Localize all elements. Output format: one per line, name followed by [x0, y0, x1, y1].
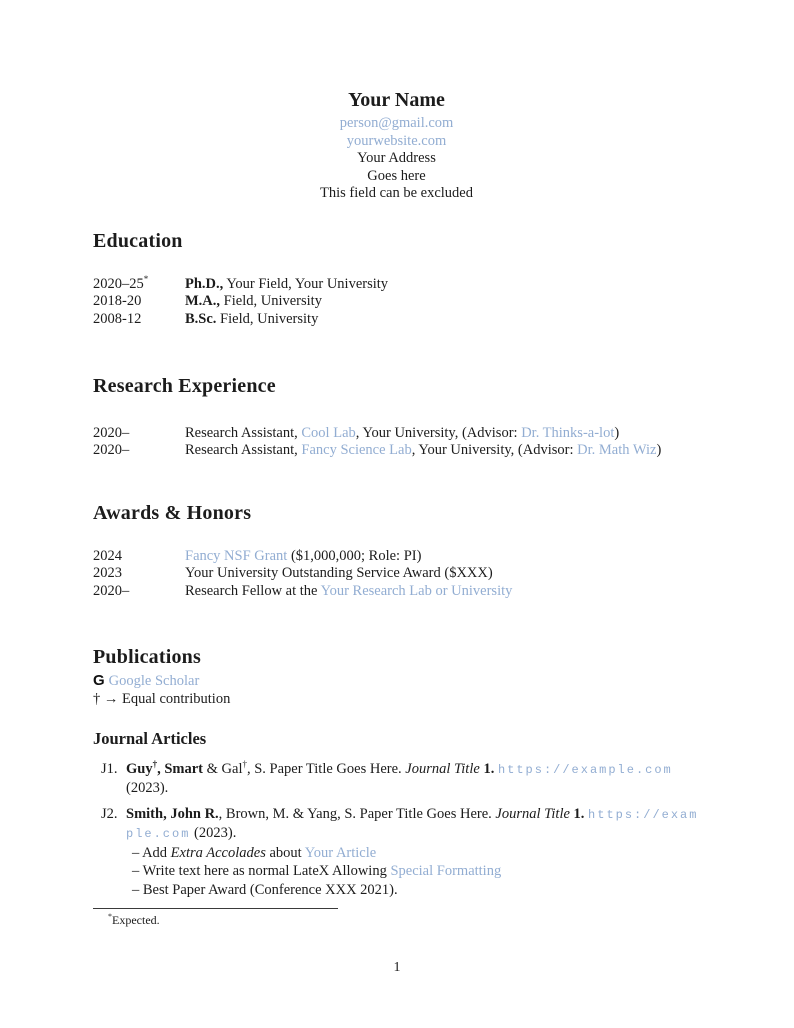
publication-note: – Add Extra Accolades about Your Article	[132, 844, 377, 861]
award-row	[93, 583, 700, 601]
publications-heading: Publications	[93, 645, 201, 668]
awards-section	[93, 502, 700, 601]
google-scholar-line	[93, 672, 700, 690]
education-date: 2008-12	[93, 311, 142, 328]
paper-url-link[interactable]: https://example.com	[497, 762, 673, 777]
publication-label: J2.	[101, 805, 118, 822]
research-detail: Research Assistant, Fancy Science Lab, Your University, (Advisor: Dr. Math Wiz)	[185, 442, 662, 459]
education-rows	[93, 276, 700, 329]
publication-note: – Write text here as normal LateX Allowing Special Formatting	[132, 863, 502, 880]
footnote-text: *Expected.	[108, 912, 160, 928]
award-row	[93, 565, 700, 583]
publication-item	[101, 805, 700, 900]
address-line-1: Your Address	[357, 150, 436, 167]
google-scholar-link[interactable]: Google Scholar	[108, 672, 200, 689]
research-heading: Research Experience	[93, 374, 276, 397]
footnote	[93, 908, 700, 927]
education-detail: Ph.D., Your Field, Your University	[185, 275, 389, 292]
publication-list	[93, 760, 700, 900]
education-detail: M.A., Field, University	[185, 293, 322, 310]
publication-citation: Smith, John R., Brown, M. & Yang, S. Paper Title Goes Here. Journal Title 1. https://example.com (2023). – Add Extra Accolades about Your Article – Write text here as normal LateX Allowing Special Formatting – Best Paper Award (Conference XXX 2021).	[126, 805, 699, 898]
education-row	[93, 276, 700, 294]
address-line-3: This field can be excluded	[320, 185, 473, 202]
research-lab-link[interactable]: Your Research Lab or University	[320, 583, 513, 600]
education-heading: Education	[93, 229, 183, 252]
education-row	[93, 293, 700, 311]
nsf-grant-link[interactable]: Fancy NSF Grant	[185, 547, 288, 564]
person-name: Your Name	[348, 89, 445, 111]
website-link[interactable]: yourwebsite.com	[346, 132, 447, 149]
dagger-icon: †	[242, 758, 247, 769]
fancy-science-lab-link[interactable]: Fancy Science Lab	[301, 442, 412, 459]
journal-articles-heading: Journal Articles	[93, 728, 207, 748]
research-section	[93, 375, 700, 460]
research-date: 2020–	[93, 442, 130, 459]
dagger-icon: †	[152, 758, 158, 769]
cool-lab-link[interactable]: Cool Lab	[301, 424, 356, 441]
paper-url-link[interactable]: https://example.com	[126, 807, 699, 842]
address-line-2: Goes here	[367, 167, 426, 184]
publication-citation: Guy†, Smart & Gal†, S. Paper Title Goes Here. Journal Title 1. https://example.com (2023).	[126, 758, 673, 797]
award-date: 2020–	[93, 583, 130, 600]
education-date: 2020–25*	[93, 274, 149, 292]
education-detail: B.Sc. Field, University	[185, 311, 319, 328]
equal-contribution-note: † → Equal contribution	[93, 690, 231, 707]
publication-note: – Best Paper Award (Conference XXX 2021).	[132, 881, 398, 898]
your-article-link[interactable]: Your Article	[304, 844, 377, 861]
expected-asterisk: *	[143, 274, 149, 285]
research-detail: Research Assistant, Cool Lab, Your University, (Advisor: Dr. Thinks-a-lot)	[185, 424, 620, 441]
awards-heading: Awards & Honors	[93, 501, 252, 524]
research-row	[93, 442, 700, 460]
publication-item	[101, 760, 700, 798]
google-scholar-icon: G	[93, 671, 105, 689]
research-rows	[93, 425, 700, 460]
award-row	[93, 548, 700, 566]
education-row	[93, 311, 700, 329]
publications-section	[93, 646, 700, 900]
award-detail: Research Fellow at the Your Research Lab or University	[185, 583, 513, 600]
award-detail: Your University Outstanding Service Award ($XXX)	[185, 565, 493, 582]
research-row	[93, 425, 700, 443]
advisor-link[interactable]: Dr. Math Wiz	[577, 442, 657, 459]
publication-label: J1.	[101, 760, 118, 777]
education-date: 2018-20	[93, 293, 142, 310]
page-number: 1	[393, 959, 401, 975]
award-detail: Fancy NSF Grant ($1,000,000; Role: PI)	[185, 547, 422, 564]
advisor-link[interactable]: Dr. Thinks-a-lot	[521, 424, 615, 441]
awards-rows	[93, 548, 700, 601]
email-link[interactable]: person@gmail.com	[339, 115, 454, 132]
research-date: 2020–	[93, 424, 130, 441]
award-date: 2024	[93, 547, 122, 564]
cv-header	[93, 88, 700, 203]
special-formatting-link[interactable]: Special Formatting	[390, 863, 502, 880]
education-section	[93, 230, 700, 329]
award-date: 2023	[93, 565, 122, 582]
